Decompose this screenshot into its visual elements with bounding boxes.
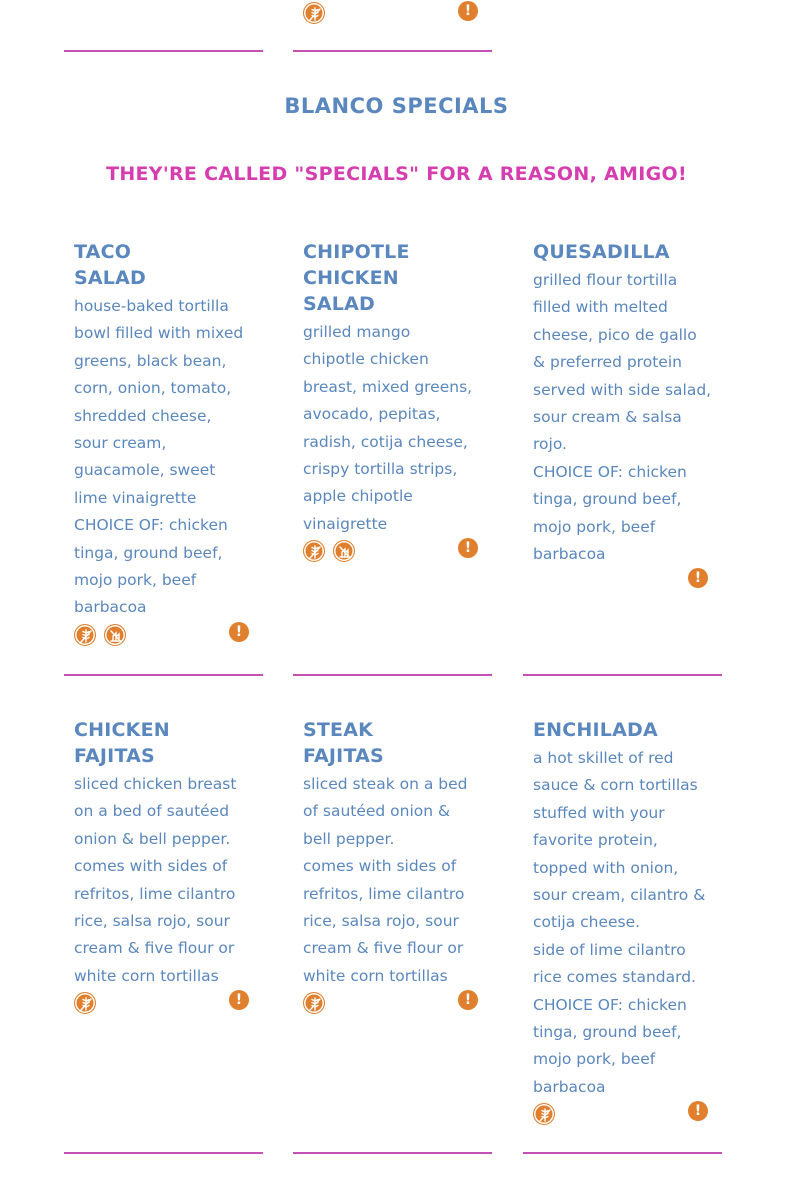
- divider-row1-2: [293, 674, 492, 676]
- item-name: QUESADILLA: [533, 241, 670, 263]
- item-name: TACO SALAD: [74, 241, 146, 289]
- allergen-alert-icon: !: [458, 1, 478, 21]
- divider-row1-1: [64, 674, 263, 676]
- item-name: ENCHILADA: [533, 719, 658, 741]
- allergen-alert-icon: !: [458, 990, 478, 1010]
- wheat-icon: [303, 992, 325, 1014]
- item-description: a hot skillet of red sauce & corn tortillas stuffed with your favorite protein, topped with onion, sour cream, cilantro & cotija cheese. side of lime cilantro rice comes standard. CHOICE OF: chicken tinga, ground beef, mojo pork, beef barbacoa: [533, 749, 706, 1096]
- wheat-icon: [74, 624, 96, 646]
- divider-row2-3: [523, 1152, 722, 1154]
- menu-item-quesadilla[interactable]: [533, 239, 723, 596]
- divider-row2-2: [293, 1152, 492, 1154]
- item-description: house-baked tortilla bowl filled with mixed greens, black bean, corn, onion, tomato, shredded cheese, sour cream, guacamole, sweet lime vinaigrette CHOICE OF: chicken tinga, ground beef, mojo pork, beef barbacoa: [74, 297, 244, 617]
- dietary-icons: [74, 624, 264, 650]
- divider-row2-1: [64, 1152, 263, 1154]
- allergen-alert-icon: !: [229, 622, 249, 642]
- item-name: STEAK FAJITAS: [303, 719, 384, 767]
- allergen-alert-icon: !: [688, 568, 708, 588]
- item-description: grilled mango chipotle chicken breast, mixed greens, avocado, pepitas, radish, cotija cheese, crispy tortilla strips, apple chipotle vinaigrette: [303, 323, 473, 533]
- allergen-alert-icon: !: [458, 538, 478, 558]
- dietary-icons: [74, 992, 264, 1018]
- wheat-icon: [74, 992, 96, 1014]
- item-name: CHIPOTLE CHICKEN SALAD: [303, 241, 410, 315]
- menu-item-taco-salad[interactable]: [74, 239, 264, 650]
- vegetarian-icon: [104, 624, 126, 646]
- allergen-alert-icon: !: [688, 1101, 708, 1121]
- divider-top-2: [293, 50, 492, 52]
- previous-item-icons: [303, 2, 493, 28]
- dietary-icons: [303, 992, 493, 1018]
- dietary-icons: [533, 1103, 723, 1129]
- wheat-icon: [303, 2, 325, 24]
- vegetarian-icon: [333, 540, 355, 562]
- section-subtitle: THEY'RE CALLED "SPECIALS" FOR A REASON, AMIGO!: [106, 163, 687, 185]
- menu-item-enchilada[interactable]: [533, 717, 723, 1129]
- dietary-icons: [533, 570, 723, 596]
- divider-row1-3: [523, 674, 722, 676]
- item-description: sliced chicken breast on a bed of sautéed onion & bell pepper. comes with sides of refritos, lime cilantro rice, salsa rojo, sour cream & five flour or white corn tortillas: [74, 775, 237, 985]
- menu-item-chipotle-chicken-salad[interactable]: [303, 239, 493, 566]
- wheat-icon: [533, 1103, 555, 1125]
- dietary-icons: [303, 540, 493, 566]
- item-description: sliced steak on a bed of sautéed onion & bell pepper. comes with sides of refritos, lime cilantro rice, salsa rojo, sour cream & five flour or white corn tortillas: [303, 775, 468, 985]
- menu-item-chicken-fajitas[interactable]: [74, 717, 264, 1018]
- menu-item-steak-fajitas[interactable]: [303, 717, 493, 1018]
- item-name: CHICKEN FAJITAS: [74, 719, 170, 767]
- item-description: grilled flour tortilla filled with melted cheese, pico de gallo & preferred protein served with side salad, sour cream & salsa rojo. CHOICE OF: chicken tinga, ground beef, mojo pork, beef barbacoa: [533, 271, 712, 564]
- section-title: BLANCO SPECIALS: [284, 94, 509, 118]
- wheat-icon: [303, 540, 325, 562]
- divider-top-1: [64, 50, 263, 52]
- allergen-alert-icon: !: [229, 990, 249, 1010]
